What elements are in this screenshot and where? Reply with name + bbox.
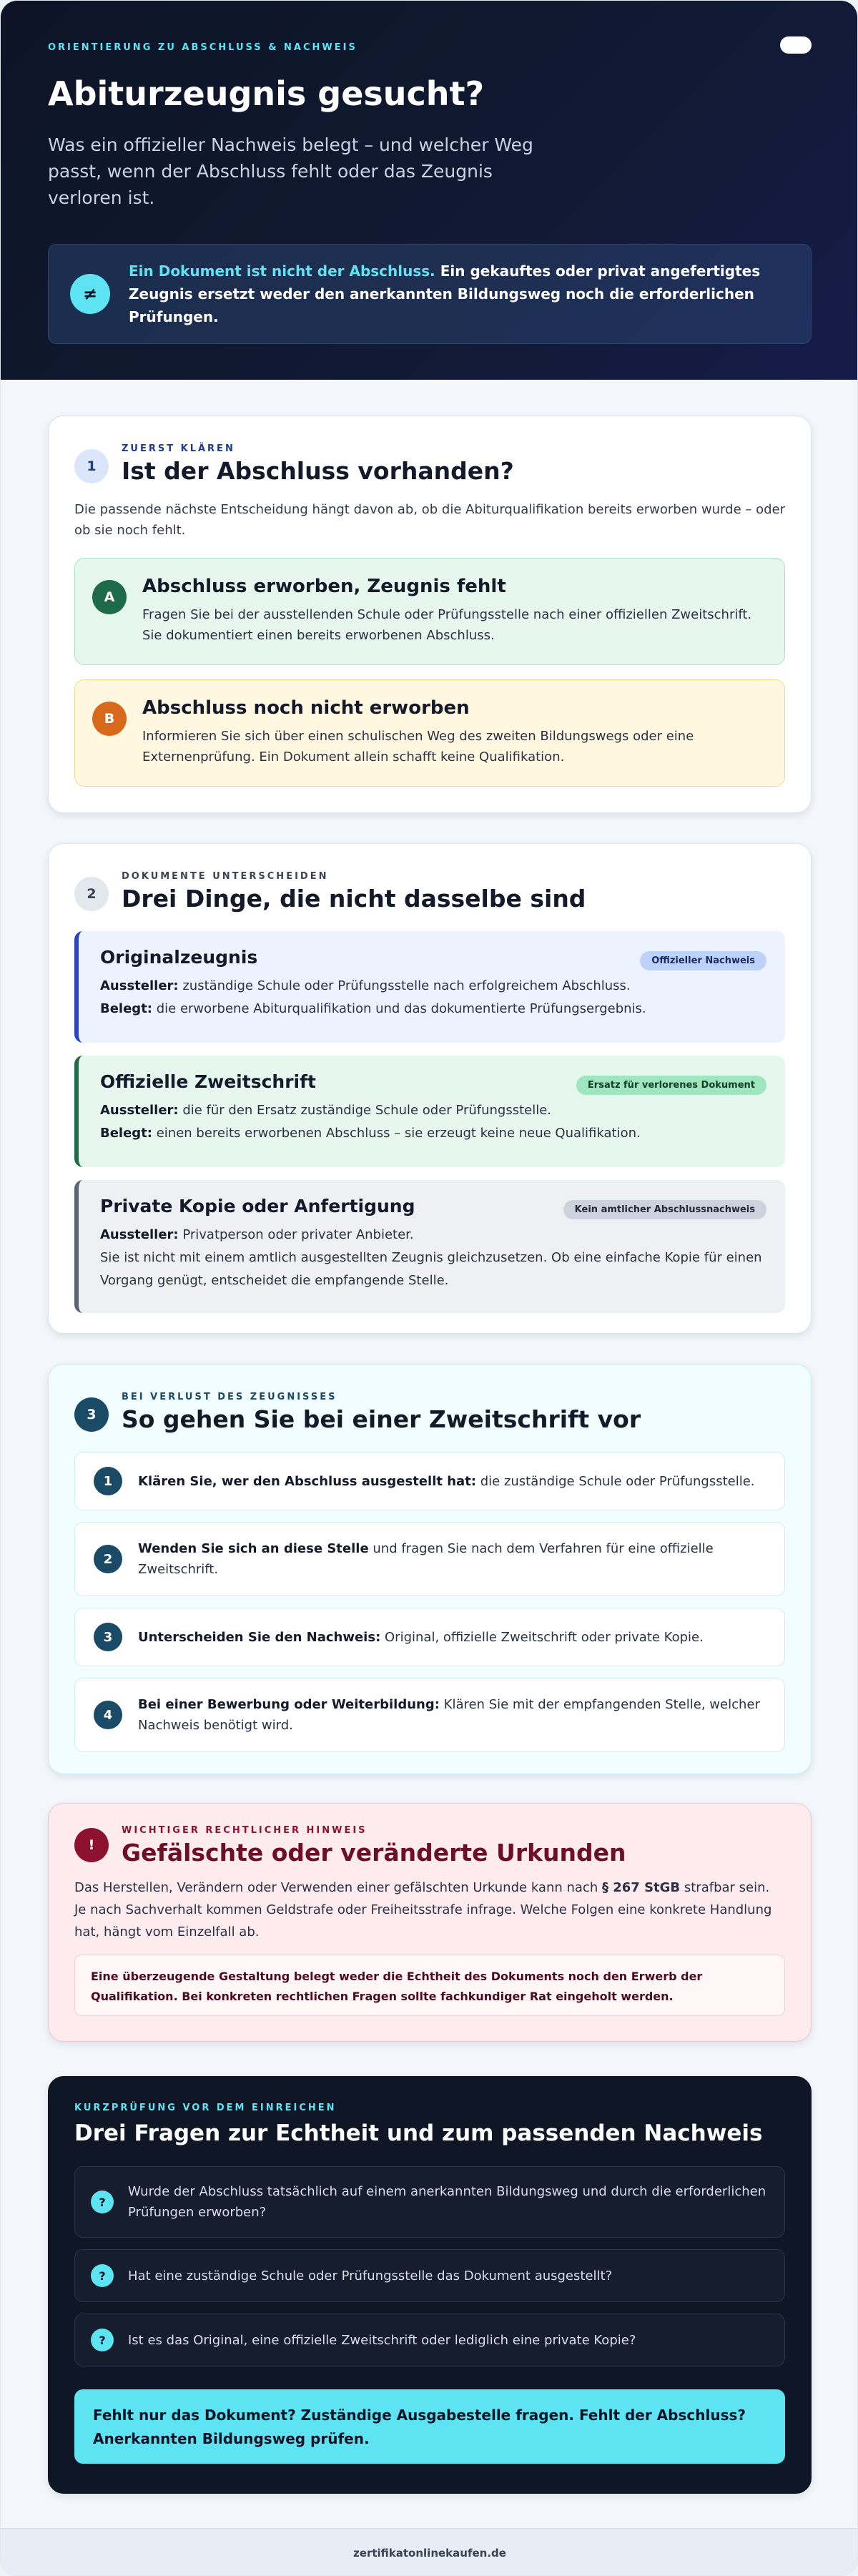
section-kicker: WICHTIGER RECHTLICHER HINWEIS (122, 1825, 368, 1836)
legal-notice (48, 1803, 812, 2042)
doc-tag: Ersatz für verlorenes Dokument (576, 1076, 766, 1095)
doc-title: Offizielle Zweitschrift (100, 1071, 316, 1092)
hero-lead: Was ein offizieller Nachweis belegt – und welcher Weg passt, wenn der Abschluss fehlt oder das Zeugnis verloren ist. (48, 134, 533, 208)
doc-line: Aussteller: zuständige Schule oder Prüfungsstelle nach erfolgreichem Abschluss. (100, 978, 631, 993)
section-title: Drei Fragen zur Echtheit und zum passenden Nachweis (74, 2120, 763, 2146)
quick-check (48, 2076, 812, 2494)
question-icon: ? (91, 2191, 114, 2213)
option-title: Abschluss erworben, Zeugnis fehlt (142, 576, 506, 597)
step-text: Unterscheiden Sie den Nachweis: Original, offizielle Zweitschrift oder private Kopie. (138, 1629, 704, 1645)
section-intro: Die passende nächste Entscheidung hängt davon ab, ob die Abiturqualifikation bereits erworben wurde – oder ob sie noch fehlt. (74, 502, 785, 538)
option-b (74, 679, 785, 787)
doc-title: Private Kopie oder Anfertigung (100, 1196, 415, 1216)
footer-domain[interactable]: zertifikatonlinekaufen.de (353, 2546, 506, 2560)
legal-text: Das Herstellen, Verändern oder Verwenden einer gefälschten Urkunde kann nach § 267 StGB strafbar sein. Je nach Sachverhalt kommen Geldstrafe oder Freiheitsstrafe infrage. Welche Folgen eine konkrete Handlung hat, hängt vom Einzelfall ab. (74, 1880, 772, 1940)
section-kicker: ZUERST KLÄREN (122, 443, 235, 454)
question-item (74, 2166, 785, 2238)
step-text: Klären Sie, wer den Abschluss ausgestellt hat: die zuständige Schule oder Prüfungsstelle. (138, 1473, 755, 1489)
doc-line: Sie ist nicht mit einem amtlich ausgestellten Zeugnis gleichzusetzen. Ob eine einfache Kopie für einen Vorgang genügt, entscheidet die empfangende Stelle. (100, 1250, 762, 1288)
doc-original (74, 931, 785, 1043)
section-title: Gefälschte oder veränderte Urkunden (122, 1839, 626, 1867)
section-header (49, 416, 811, 485)
section-title: Ist der Abschluss vorhanden? (122, 457, 514, 485)
step-item (74, 1452, 785, 1510)
doc-line: Belegt: einen bereits erworbenen Abschluss – sie erzeugt keine neue Qualifikation. (100, 1126, 641, 1141)
option-title: Abschluss noch nicht erworben (142, 697, 470, 719)
section-dokumente (48, 843, 812, 1334)
doc-title: Originalzeugnis (100, 947, 258, 968)
hero-callout (48, 244, 812, 344)
step-number: 1 (94, 1467, 122, 1495)
doc-zweitschrift (74, 1056, 785, 1167)
doc-line: Aussteller: die für den Ersatz zuständige Schule oder Prüfungsstelle. (100, 1103, 552, 1118)
theme-toggle[interactable] (780, 36, 812, 54)
section-kicker: DOKUMENTE UNTERSCHEIDEN (122, 871, 329, 882)
section-kicker: KURZPRÜFUNG VOR DEM EINREICHEN (74, 2103, 337, 2113)
section-number: 1 (74, 449, 109, 483)
question-text: Hat eine zuständige Schule oder Prüfungsstelle das Dokument ausgestellt? (128, 2268, 613, 2284)
section-title: So gehen Sie bei einer Zweitschrift vor (122, 1405, 641, 1433)
question-text: Ist es das Original, eine offizielle Zweitschrift oder lediglich eine private Kopie? (128, 2332, 636, 2348)
callout-highlight: Ein Dokument ist nicht der Abschluss. (129, 262, 435, 280)
step-number: 2 (94, 1545, 122, 1573)
site-footer (1, 2528, 858, 2576)
step-text: Bei einer Bewerbung oder Weiterbildung: Klären Sie mit der empfangenden Stelle, welcher Nachweis benötigt wird. (138, 1697, 760, 1733)
option-text: Informieren Sie sich über einen schulischen Weg des zweiten Bildungswegs oder eine Externenprüfung. Ein Dokument allein schafft keine Qualifikation. (142, 729, 694, 765)
hero-header (1, 1, 857, 380)
step-number: 4 (94, 1701, 122, 1729)
callout-body: Ein gekauftes oder privat angefertigtes Zeugnis ersetzt weder den anerkannten Bildungsweg noch die erforderlichen Prüfungen. (129, 262, 761, 325)
law-reference: § 267 StGB (601, 1880, 681, 1895)
callout-text (129, 260, 789, 328)
option-badge: A (92, 580, 127, 614)
section-header (49, 1804, 811, 1867)
doc-private-kopie (74, 1180, 785, 1313)
doc-tag: Kein amtlicher Abschlussnachweis (563, 1200, 766, 1219)
step-number: 3 (94, 1623, 122, 1651)
legal-note: Eine überzeugende Gestaltung belegt weder die Echtheit des Dokuments noch den Erwerb der Qualifikation. Bei konkreten rechtlichen Fragen sollte fachkundiger Rat eingeholt werden. (91, 1970, 703, 2003)
legal-note-box (74, 1955, 785, 2016)
option-a (74, 558, 785, 665)
question-item (74, 2314, 785, 2366)
step-item (74, 1608, 785, 1666)
option-badge: B (92, 702, 127, 736)
doc-line: Aussteller: Privatperson oder privater Anbieter. (100, 1227, 414, 1242)
section-title: Drei Dinge, die nicht dasselbe sind (122, 885, 586, 913)
section-header (49, 844, 811, 913)
question-icon: ? (91, 2329, 114, 2351)
hero-eyebrow: ORIENTIERUNG ZU ABSCHLUSS & NACHWEIS (48, 42, 358, 53)
question-icon: ? (91, 2264, 114, 2287)
section-zweitschrift (48, 1364, 812, 1774)
doc-line: Belegt: die erworbene Abiturqualifikation und das dokumentierte Prüfungsergebnis. (100, 1001, 646, 1016)
step-text: Wenden Sie sich an diese Stelle und fragen Sie nach dem Verfahren für eine offizielle Zweitschrift. (138, 1541, 714, 1577)
not-equal-icon: ≠ (70, 274, 110, 314)
question-item (74, 2249, 785, 2302)
warning-icon: ! (74, 1828, 109, 1862)
section-number: 3 (74, 1397, 109, 1432)
section-header (49, 1365, 811, 1433)
section-abschluss (48, 416, 812, 813)
section-number: 2 (74, 877, 109, 911)
option-text: Fragen Sie bei der ausstellenden Schule oder Prüfungsstelle nach einer offiziellen Zweitschrift. Sie dokumentiert einen bereits erworbenen Abschluss. (142, 607, 752, 643)
page-title: Abiturzeugnis gesucht? (48, 74, 485, 113)
question-text: Wurde der Abschluss tatsächlich auf einem anerkannten Bildungsweg und durch die erforderlichen Prüfungen erworben? (128, 2184, 766, 2220)
step-item (74, 1678, 785, 1752)
cta-box (74, 2389, 785, 2464)
cta-text: Fehlt nur das Dokument? Zuständige Ausgabestelle fragen. Fehlt der Abschluss? Anerkannten Bildungsweg prüfen. (93, 2407, 746, 2447)
doc-tag: Offizieller Nachweis (640, 951, 766, 970)
section-kicker: BEI VERLUST DES ZEUGNISSES (122, 1392, 337, 1402)
step-item (74, 1522, 785, 1596)
